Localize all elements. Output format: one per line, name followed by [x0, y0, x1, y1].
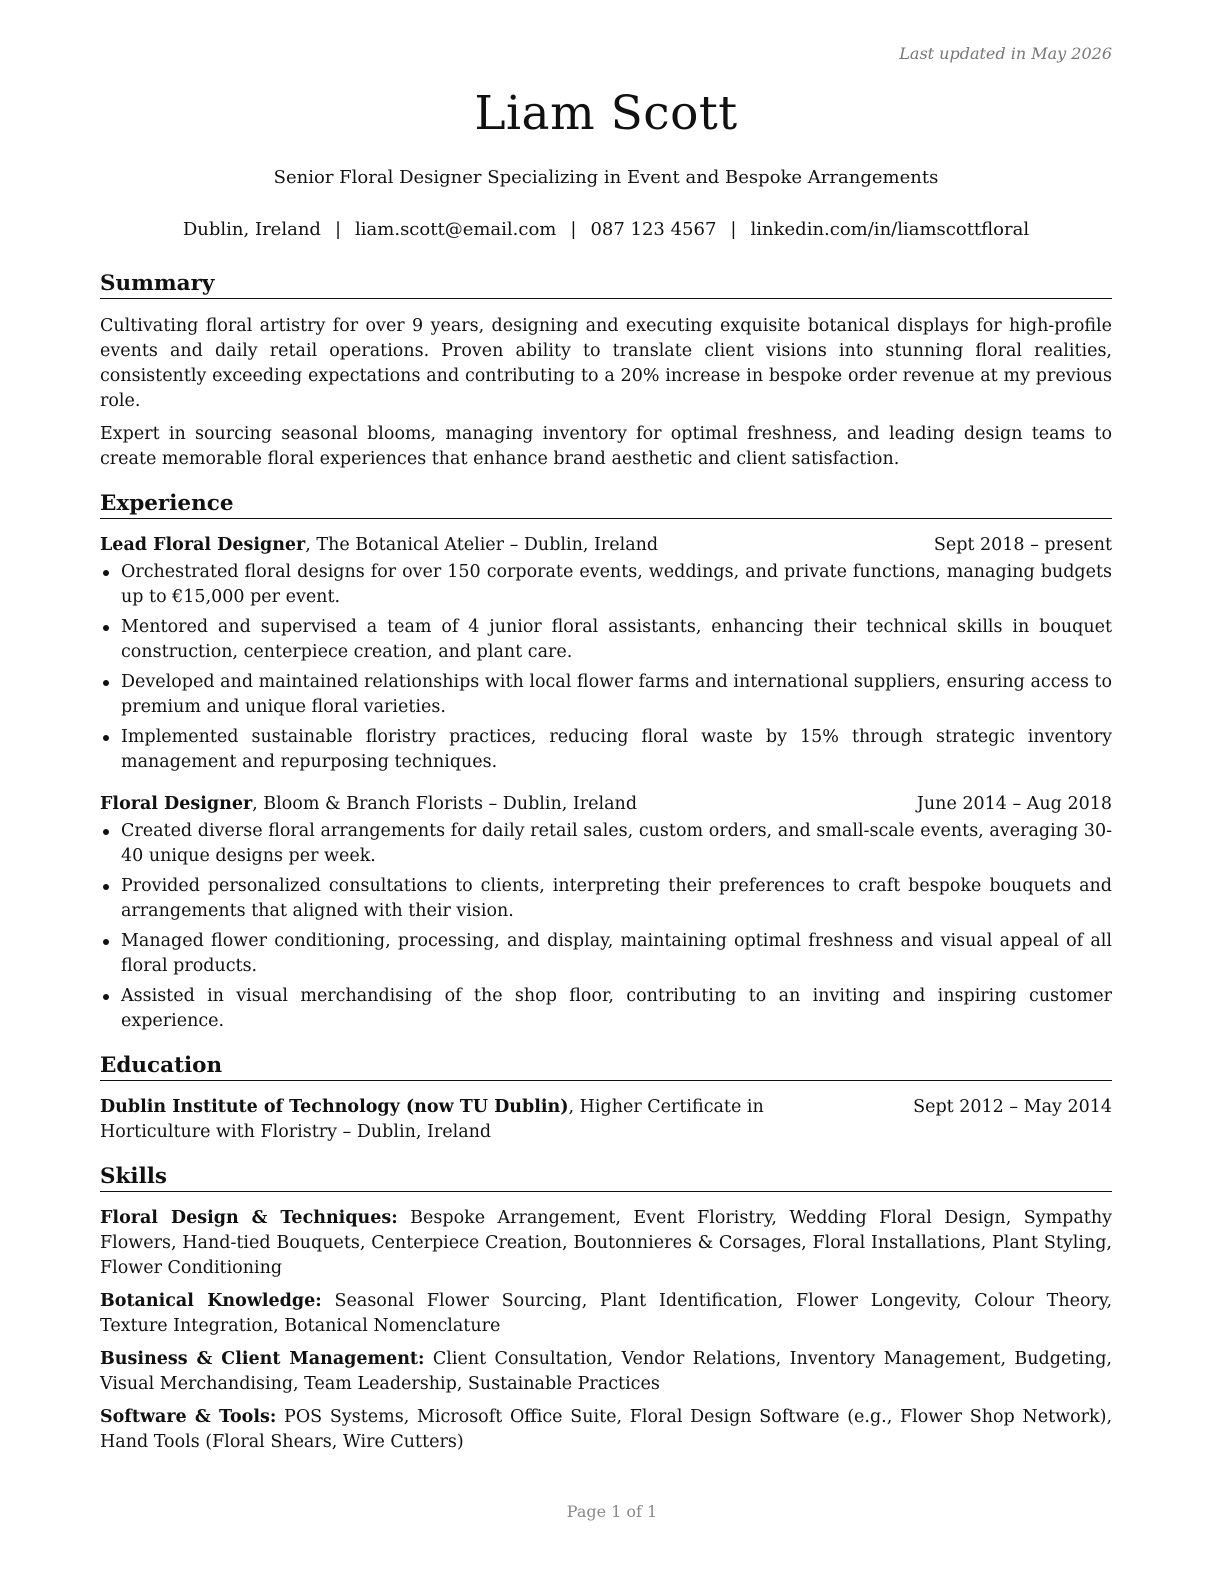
section-title-education: Education: [100, 1052, 1112, 1081]
contact-separator: |: [730, 219, 737, 240]
summary-paragraph: Expert in sourcing seasonal blooms, managing inventory for optimal freshness, and leading design teams to create memorable floral experiences that enhance brand aesthetic and client satisfaction.: [100, 424, 1112, 469]
section-title-skills: Skills: [100, 1163, 1112, 1192]
headline: Senior Floral Designer Specializing in Event and Bespoke Arrangements: [273, 167, 939, 188]
skill-group-label: Software & Tools:: [100, 1407, 277, 1427]
skills-section: [100, 1163, 1112, 1455]
job-entry: [100, 533, 1112, 775]
degree-details: , Higher Certificate in Horticulture with Floristry – Dublin, Ireland: [100, 1097, 764, 1142]
job-dates: June 2014 – Aug 2018: [916, 794, 1112, 814]
skill-group: [100, 1347, 1112, 1397]
job-bullet: Implemented sustainable floristry practices, reducing floral waste by 15% through strategic inventory management and repurposing techniques.: [100, 725, 1112, 775]
skill-group-items: Client Consultation, Vendor Relations, Inventory Management, Budgeting, Visual Merchandising, Team Leadership, Sustainable Practices: [100, 1349, 1112, 1394]
last-updated: Last updated in May 2026: [899, 44, 1112, 63]
job-bullets: [100, 560, 1112, 775]
education-section: [100, 1052, 1112, 1145]
education-entry: [100, 1095, 1112, 1145]
contact-phone[interactable]: 087 123 4567: [590, 219, 717, 240]
job-organization: , The Botanical Atelier – Dublin, Ireland: [305, 535, 659, 555]
contact-email[interactable]: liam.scott@email.com: [355, 219, 557, 240]
job-organization: , Bloom & Branch Florists – Dublin, Ireland: [252, 794, 638, 814]
skill-group: [100, 1405, 1112, 1455]
experience-section: [100, 490, 1112, 1034]
contact-linkedin[interactable]: linkedin.com/in/liamscottfloral: [750, 219, 1030, 240]
education-dates: Sept 2012 – May 2014: [913, 1097, 1112, 1117]
job-bullet: Provided personalized consultations to clients, interpreting their preferences to craft bespoke bouquets and arrangements that aligned with their vision.: [100, 874, 1112, 924]
contact-location: Dublin, Ireland: [182, 219, 321, 240]
skill-group-label: Floral Design & Techniques:: [100, 1208, 398, 1228]
summary-section: [100, 270, 1112, 472]
job-bullet: Created diverse floral arrangements for daily retail sales, custom orders, and small-scale events, averaging 30-40 unique designs per week.: [100, 819, 1112, 869]
education-header: [100, 1095, 1112, 1145]
skill-group-label: Business & Client Management:: [100, 1349, 425, 1369]
job-header: [100, 792, 1112, 817]
job-bullet: Assisted in visual merchandising of the shop floor, contributing to an inviting and inspiring customer experience.: [100, 984, 1112, 1034]
skill-group-label: Botanical Knowledge:: [100, 1291, 322, 1311]
summary-paragraph: Cultivating floral artistry for over 9 years, designing and executing exquisite botanical displays for high-profile events and daily retail operations. Proven ability to translate client visions into stunning floral realities, consistently exceeding expectations and contributing to a 20% increase in bespoke order revenue at my previous role.: [100, 316, 1112, 411]
contact-line: [100, 219, 1112, 240]
skill-group-items: Bespoke Arrangement, Event Floristry, Wedding Floral Design, Sympathy Flowers, Hand-tied Bouquets, Centerpiece Creation, Boutonnieres & Corsages, Floral Installations, Plant Styling, Flower Conditioning: [100, 1208, 1112, 1278]
job-bullets: [100, 819, 1112, 1034]
job-bullet: Developed and maintained relationships with local flower farms and international suppliers, ensuring access to premium and unique floral varieties.: [100, 670, 1112, 720]
contact-separator: |: [570, 219, 577, 240]
job-bullet: Orchestrated floral designs for over 150 corporate events, weddings, and private functions, managing budgets up to €15,000 per event.: [100, 560, 1112, 610]
skill-group-items: POS Systems, Microsoft Office Suite, Floral Design Software (e.g., Flower Shop Network), Hand Tools (Floral Shears, Wire Cutters): [100, 1407, 1113, 1452]
job-header: [100, 533, 1112, 558]
job-title: Floral Designer: [100, 794, 253, 814]
job-bullet: Managed flower conditioning, processing, and display, maintaining optimal freshness and visual appeal of all floral products.: [100, 929, 1112, 979]
section-title-summary: Summary: [100, 270, 1112, 299]
job-title: Lead Floral Designer: [100, 535, 306, 555]
resume-body: [100, 270, 1112, 1473]
job-dates: Sept 2018 – present: [933, 535, 1112, 555]
skill-group: [100, 1206, 1112, 1281]
job-entry: [100, 792, 1112, 1034]
school-name: Dublin Institute of Technology (now TU Dublin): [100, 1097, 569, 1117]
job-bullet: Mentored and supervised a team of 4 junior floral assistants, enhancing their technical skills in bouquet construction, centerpiece creation, and plant care.: [100, 615, 1112, 665]
page-number: Page 1 of 1: [566, 1502, 658, 1521]
skill-group-items: Seasonal Flower Sourcing, Plant Identification, Flower Longevity, Colour Theory, Texture Integration, Botanical Nomenclature: [100, 1291, 1113, 1336]
contact-separator: |: [334, 219, 342, 240]
skill-group: [100, 1289, 1112, 1339]
section-title-experience: Experience: [100, 490, 1112, 519]
candidate-name: Liam Scott: [474, 86, 738, 141]
